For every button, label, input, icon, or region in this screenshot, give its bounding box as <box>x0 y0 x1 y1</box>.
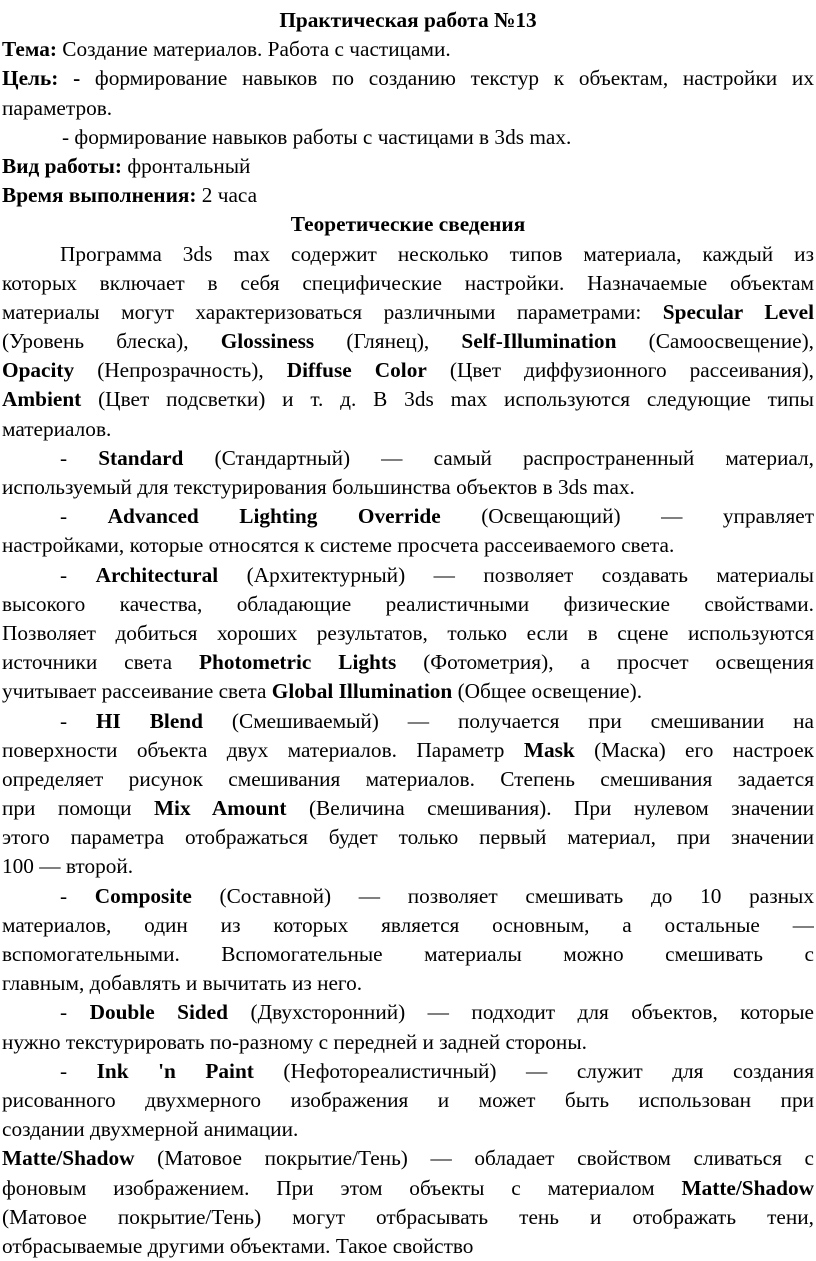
text-run: учитывает рассеивание света <box>2 679 272 703</box>
term-bold: Mix Amount <box>154 796 287 820</box>
text-run: (Цвет диффузионного рассеивания), <box>427 358 814 382</box>
text-run: высокого качества, обладающие реалистичными физические свойствами. <box>2 592 814 616</box>
text-run: (Матовое покрытие/Тень) могут отбрасывать тень и отображать тени, <box>2 1205 814 1229</box>
body-text <box>2 240 814 1261</box>
text-run: (Величина смешивания). При нулевом значении <box>286 796 814 820</box>
body-line <box>2 736 814 765</box>
text-run: вспомогательными. Вспомогательные материалы можно смешивать с <box>2 942 814 966</box>
text-run: (Стандартный) — самый распространенный материал, <box>183 446 814 470</box>
term-bold: Composite <box>95 884 192 908</box>
term-bold: Matte/Shadow <box>2 1146 135 1170</box>
body-line <box>2 590 814 619</box>
text-run: источники света <box>2 650 199 674</box>
body-line <box>2 1086 814 1115</box>
text-run: материалы могут характеризоваться различными параметрами: <box>2 300 663 324</box>
term-bold: Matte/Shadow <box>681 1176 814 1200</box>
text-run: материалов, один из которых является основным, а остальные — <box>2 913 814 937</box>
body-line <box>2 444 814 473</box>
body-line <box>2 998 814 1027</box>
text-run: Позволяет добиться хороших результатов, только если в сцене используются <box>2 621 814 645</box>
text-run: (Освещающий) — управляет <box>441 504 814 528</box>
body-line <box>2 940 814 969</box>
term-bold: Mask <box>524 738 575 762</box>
text-run: (Двухсторонний) — подходит для объектов, которые <box>228 1000 814 1024</box>
body-line <box>2 1057 814 1086</box>
text-run: используемый для текстурирования большинства объектов в 3ds max. <box>2 475 635 499</box>
text-run: определяет рисунок смешивания материалов. Степень смешивания задается <box>2 767 814 791</box>
time-line: Время выполнения: 2 часа <box>2 181 814 210</box>
text-run: - <box>60 884 95 908</box>
body-line <box>2 1174 814 1203</box>
body-line <box>2 531 814 560</box>
body-line <box>2 969 814 998</box>
term-bold: Global Illumination <box>272 679 452 703</box>
text-run: (Самоосвещение), <box>616 329 814 353</box>
term-bold: Double Sided <box>90 1000 228 1024</box>
body-line <box>2 619 814 648</box>
text-run: 100 — второй. <box>2 854 133 878</box>
body-line <box>2 765 814 794</box>
body-line <box>2 794 814 823</box>
body-line <box>2 385 814 414</box>
body-line <box>2 882 814 911</box>
goal-line: Цель: - формирование навыков по созданию текстур к объектам, настройки их <box>2 64 814 93</box>
text-run: (Архитектурный) — позволяет создавать материалы <box>218 563 814 587</box>
body-line <box>2 1203 814 1232</box>
text-run: - <box>60 709 96 733</box>
text-run: (Непрозрачность), <box>74 358 287 382</box>
body-line <box>2 911 814 940</box>
body-line <box>2 1115 814 1144</box>
term-bold: Photometric Lights <box>199 650 396 674</box>
term-bold: Glossiness <box>221 329 315 353</box>
text-run: (Фотометрия), а просчет освещения <box>396 650 814 674</box>
term-bold: Specular Level <box>663 300 814 324</box>
text-run: рисованного двухмерного изображения и может быть использован при <box>2 1088 814 1112</box>
text-run: - <box>60 1000 90 1024</box>
text-run: нужно текстурировать по-разному с передней и задней стороны. <box>2 1030 587 1054</box>
text-run: - <box>60 1059 97 1083</box>
term-bold: Ink 'n Paint <box>97 1059 254 1083</box>
body-line <box>2 327 814 356</box>
goal-line-cont: параметров. <box>2 94 814 123</box>
work-type-line: Вид работы: фронтальный <box>2 152 814 181</box>
text-run: - <box>60 563 96 587</box>
term-bold: Opacity <box>2 358 74 382</box>
body-line <box>2 1232 814 1261</box>
topic-line: Тема: Создание материалов. Работа с частицами. <box>2 35 814 64</box>
text-run: - <box>60 504 108 528</box>
text-run: главным, добавлять и вычитать из него. <box>2 971 362 995</box>
text-run: фоновым изображением. При этом объекты с материалом <box>2 1176 681 1200</box>
text-run: настройками, которые относятся к системе просчета рассеиваемого света. <box>2 533 674 557</box>
term-bold: Ambient <box>2 387 81 411</box>
body-line <box>2 502 814 531</box>
term-bold: Diffuse Color <box>287 358 427 382</box>
text-run: (Смешиваемый) — получается при смешивании на <box>203 709 814 733</box>
text-run: (Маска) его настроек <box>575 738 814 762</box>
text-run: этого параметра отображаться будет только первый материал, при значении <box>2 825 814 849</box>
body-line <box>2 852 814 881</box>
body-line <box>2 298 814 327</box>
body-line <box>2 269 814 298</box>
text-run: - <box>60 446 98 470</box>
text-run: (Уровень блеска), <box>2 329 221 353</box>
text-run: создании двухмерной анимации. <box>2 1117 298 1141</box>
term-bold: Architectural <box>96 563 219 587</box>
body-line <box>2 240 814 269</box>
page-title: Практическая работа №13 <box>2 6 814 35</box>
body-line <box>2 561 814 590</box>
body-line <box>2 648 814 677</box>
text-run: отбрасываемые другими объектами. Такое свойство <box>2 1234 473 1258</box>
text-run: (Общее освещение). <box>452 679 642 703</box>
text-run: Программа 3ds max содержит несколько типов материала, каждый из <box>60 242 814 266</box>
term-bold: Self-Illumination <box>461 329 616 353</box>
text-run: поверхности объекта двух материалов. Параметр <box>2 738 524 762</box>
section-title: Теоретические сведения <box>2 210 814 239</box>
body-line <box>2 356 814 385</box>
term-bold: Advanced Lighting Override <box>108 504 441 528</box>
body-line <box>2 1144 814 1173</box>
text-run: материалов. <box>2 417 111 441</box>
goal-line-2: - формирование навыков работы с частицами в 3ds max. <box>2 123 814 152</box>
body-line <box>2 707 814 736</box>
text-run: при помощи <box>2 796 154 820</box>
body-line <box>2 415 814 444</box>
body-line <box>2 1028 814 1057</box>
text-run: (Составной) — позволяет смешивать до 10 разных <box>192 884 814 908</box>
text-run: (Цвет подсветки) и т. д. В 3ds max используются следующие типы <box>81 387 814 411</box>
text-run: которых включает в себя специфические настройки. Назначаемые объектам <box>2 271 814 295</box>
term-bold: Standard <box>98 446 183 470</box>
term-bold: HI Blend <box>96 709 203 733</box>
body-line <box>2 677 814 706</box>
text-run: (Матовое покрытие/Тень) — обладает свойством сливаться с <box>135 1146 814 1170</box>
body-line <box>2 823 814 852</box>
text-run: (Глянец), <box>314 329 461 353</box>
body-line <box>2 473 814 502</box>
text-run: (Нефотореалистичный) — служит для создания <box>254 1059 814 1083</box>
